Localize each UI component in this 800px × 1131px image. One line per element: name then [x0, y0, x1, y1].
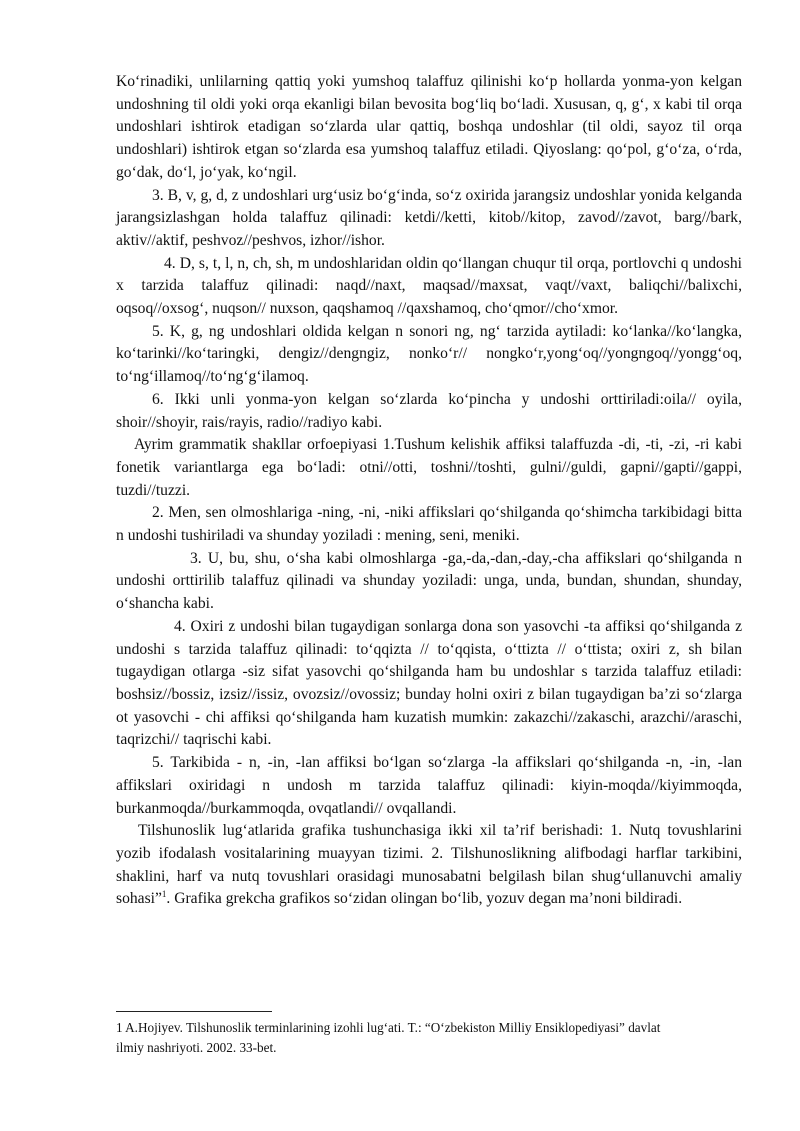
paragraph-rule-6: 6. Ikki unli yonma-yon kelgan so‘zlarda ko‘pincha y undoshi orttiriladi:oila// oyila, shoir//shoyir, rais/rayis, radio//radiyo kabi.: [116, 390, 742, 431]
paragraph-pronoun-rule-3: 3. U, bu, shu, o‘sha kabi olmoshlarga -ga,-da,-dan,-day,-cha affikslari qo‘shilganda n undoshi orttirilib talaffuz qilinadi va shunday yoziladi: unga, unda, bundan, shundan, shunday, o‘shancha kabi.: [116, 549, 742, 613]
paragraph-rule-3: 3. B, v, g, d, z undoshlari urg‘usiz bo‘g‘inda, so‘z oxirida jarangsiz undoshlar yonida kelganda jarangsizlashgan holda talaffuz qilinadi: ketdi//ketti, kitob//kitop, zavod//zavot, barg//bark, aktiv//aktif, peshvoz//peshvos, izhor//ishor.: [116, 186, 742, 249]
grafika-definition-text: Tilshunoslik lug‘atlarida grafika tushunchasiga ikki xil ta’rif berishadi: 1. Nutq tovushlarini yozib ifodalash vositalarining muayyan tizimi. 2. Tilshunoslikning alifbodagi harflar tarkibini, shaklini, harf va nutq tovushlari orasidagi munosabatni belgilash bilan shug‘ullanuvchi amaliy sohasi”: [116, 822, 742, 908]
paragraph-grafika-definition: [116, 820, 742, 911]
document-body: [116, 71, 742, 911]
paragraph-grammatical-forms: Ayrim grammatik shakllar orfoepiyasi 1.Tushum kelishik affiksi talaffuzda -di, -ti, -zi, -ri kabi fonetik variantlarga ega bo‘ladi: otni//otti, toshni//toshti, gulni//guldi, gapni//gapti//gappi, tuzdi//tuzzi.: [116, 436, 742, 499]
grafika-definition-tail: . Grafika grekcha grafikos so‘zidan olingan bo‘lib, yozuv degan ma’noni bildiradi.: [166, 890, 683, 908]
paragraph-rule-5: 5. K, g, ng undoshlari oldida kelgan n sonori ng, ng‘ tarzida aytiladi: ko‘lanka//ko‘langka, ko‘tarinki//ko‘taringki, dengiz//dengngiz, nonko‘r// nongko‘r,yong‘oq//yongngoq//yongg‘oq, to‘ng‘illamoq//to‘ng‘g‘ilamoq.: [116, 322, 742, 386]
paragraph-intro: Ko‘rinadiki, unlilarning qattiq yoki yumshoq talaffuz qilinishi ko‘p hollarda yonma-yon kelgan undoshning til oldi yoki orqa ekanligi bilan bevosita bog‘liq bo‘ladi. Xususan, q, g‘, x kabi til orqa undoshlari ishtirok etadigan so‘zlarda ular qattiq, boshqa undoshlar (til oldi, sayoz til orqa undoshlari) ishtirok etgan so‘zlarda esa yumshoq talaffuz etiladi. Qiyoslang: qo‘pol, g‘o‘za, o‘rda, go‘dak, do‘l, jo‘yak, ko‘ngil.: [116, 73, 742, 181]
footnote-reference[interactable]: 1: [161, 889, 167, 900]
footnote-text: 1 A.Hojiyev. Tilshunoslik terminlarining izohli lug‘ati. T.: “O‘zbekiston Milliy Ensiklopediyasi” davlat ilmiy nashriyoti. 2002. 33-bet.: [116, 1020, 661, 1055]
paragraph-numeral-rule-4: 4. Oxiri z undoshi bilan tugaydigan sonlarga dona son yasovchi -ta affiksi qo‘shilganda z undoshi s tarzida talaffuz qilinadi: to‘qqizta // to‘qqista, o‘ttizta // o‘ttista; oxiri z, sh bilan tugaydigan otlarga -siz sifat yasovchi qo‘shilganda ham bu undoshlar s tarzida talaffuz etiladi: boshsiz//bossiz, izsiz//issiz, ovozsiz//ovossiz; bunday holni oxiri z bilan tugaydigan ba’zi so‘zlarga ot yasovchi - chi affiksi qo‘shilganda ham kuzatish mumkin: zakazchi//zakaschi, arazchi//araschi, taqrizchi// taqrischi kabi.: [116, 617, 742, 749]
paragraph-affix-rule-5: 5. Tarkibida - n, -in, -lan affiksi bo‘lgan so‘zlarga -la affikslari qo‘shilganda -n, -in, -lan affikslari oxiridagi n undosh m tarzida talaffuz qilinadi: kiyin-moqda//kiyimmoqda, burkanmoqda//burkammoqda, ovqatlandi// ovqallandi.: [116, 754, 742, 817]
footnote-separator: [116, 1011, 272, 1012]
paragraph-pronoun-rule-2: 2. Men, sen olmoshlariga -ning, -ni, -niki affikslari qo‘shilganda qo‘shimcha tarkibidagi bitta n undoshi tushiriladi va shunday yoziladi : mening, seni, meniki.: [116, 504, 742, 545]
paragraph-rule-4: 4. D, s, t, l, n, ch, sh, m undoshlaridan oldin qo‘llangan chuqur til orqa, portlovchi q undoshi x tarzida talaffuz qilinadi: naqd//naxt, maqsad//maxsat, vaqt//vaxt, baliqchi//balixchi, oqsoq//oxsog‘, nuqson// nuxson, qaqshamoq //qaxshamoq, cho‘qmor//cho‘xmor.: [116, 254, 742, 318]
